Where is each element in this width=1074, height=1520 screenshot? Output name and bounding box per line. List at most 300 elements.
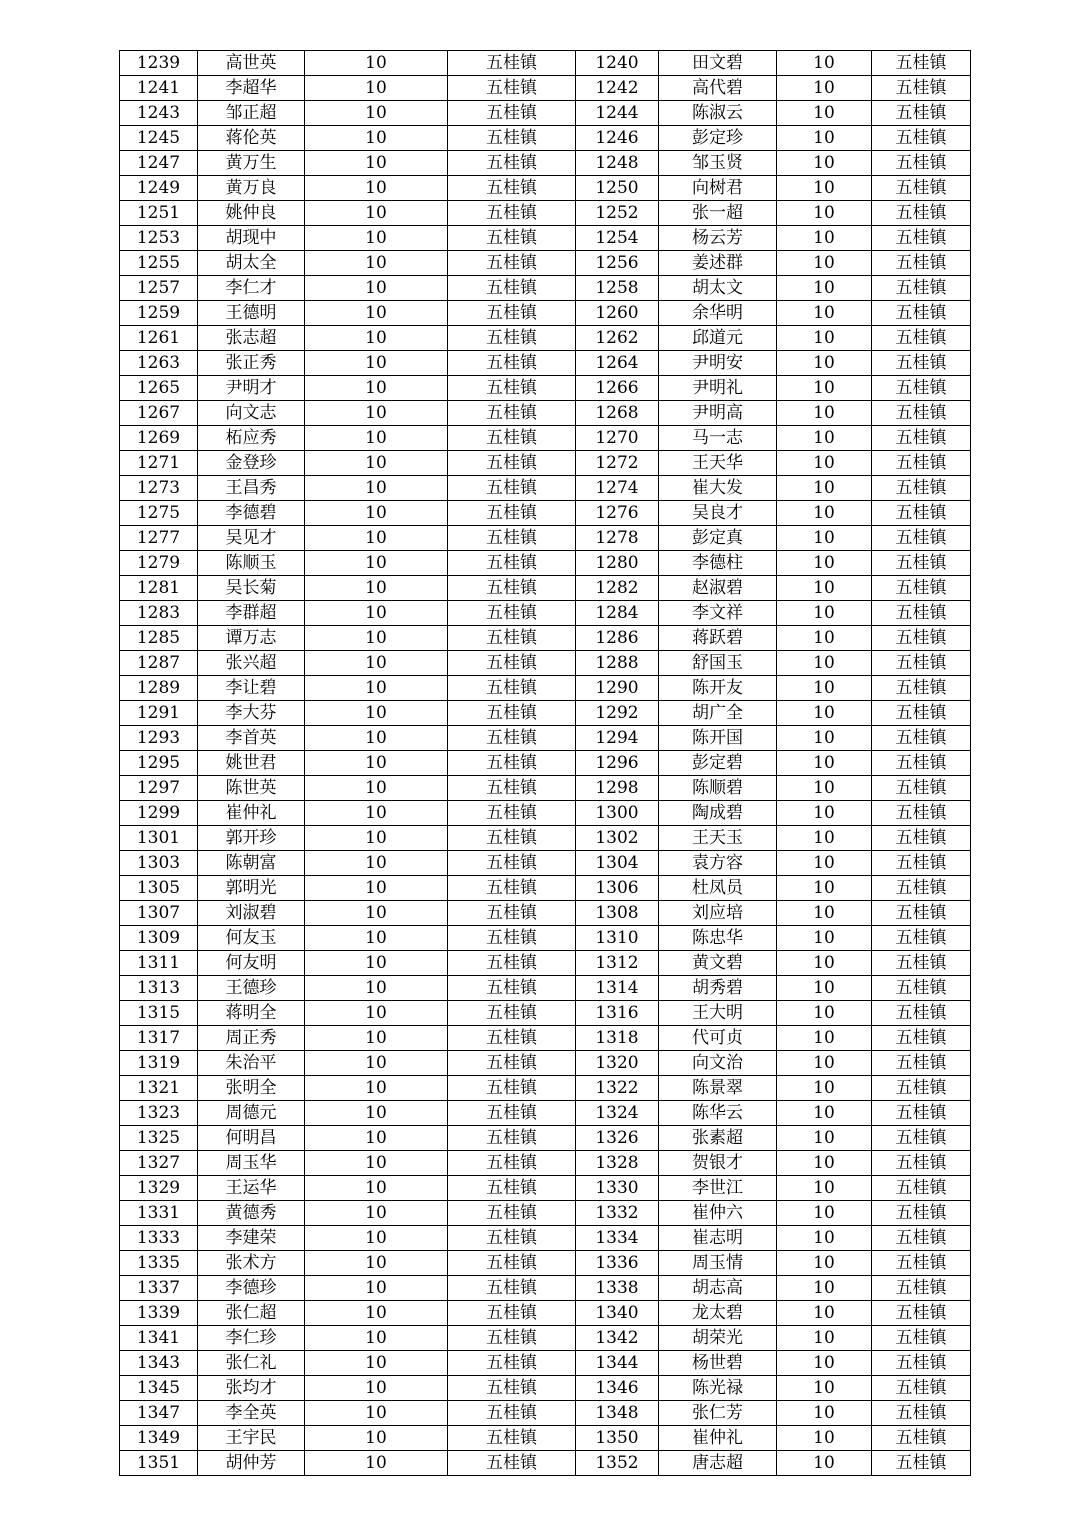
name-cell: 李大芬 xyxy=(198,701,305,726)
amount-cell: 10 xyxy=(305,1276,448,1301)
table-row xyxy=(120,1326,971,1351)
table-body xyxy=(120,51,971,1476)
amount-cell: 10 xyxy=(777,901,872,926)
name-cell: 张明全 xyxy=(198,1076,305,1101)
table-row xyxy=(120,326,971,351)
number-cell: 1280 xyxy=(576,551,659,576)
number-cell: 1343 xyxy=(120,1351,198,1376)
number-cell: 1331 xyxy=(120,1201,198,1226)
table-row xyxy=(120,276,971,301)
number-cell: 1268 xyxy=(576,401,659,426)
name-cell: 崔大发 xyxy=(659,476,777,501)
amount-cell: 10 xyxy=(777,476,872,501)
number-cell: 1279 xyxy=(120,551,198,576)
town-cell: 五桂镇 xyxy=(448,51,576,76)
town-cell: 五桂镇 xyxy=(872,551,971,576)
amount-cell: 10 xyxy=(305,651,448,676)
name-cell: 陈景翠 xyxy=(659,1076,777,1101)
amount-cell: 10 xyxy=(305,826,448,851)
amount-cell: 10 xyxy=(777,76,872,101)
town-cell: 五桂镇 xyxy=(872,151,971,176)
number-cell: 1282 xyxy=(576,576,659,601)
amount-cell: 10 xyxy=(305,1001,448,1026)
name-cell: 陈开国 xyxy=(659,726,777,751)
town-cell: 五桂镇 xyxy=(872,876,971,901)
name-cell: 李仁珍 xyxy=(198,1326,305,1351)
amount-cell: 10 xyxy=(305,451,448,476)
town-cell: 五桂镇 xyxy=(448,1051,576,1076)
number-cell: 1349 xyxy=(120,1426,198,1451)
amount-cell: 10 xyxy=(777,1301,872,1326)
amount-cell: 10 xyxy=(305,101,448,126)
name-cell: 李仁才 xyxy=(198,276,305,301)
name-cell: 彭定真 xyxy=(659,526,777,551)
town-cell: 五桂镇 xyxy=(448,276,576,301)
town-cell: 五桂镇 xyxy=(448,76,576,101)
number-cell: 1249 xyxy=(120,176,198,201)
number-cell: 1255 xyxy=(120,251,198,276)
number-cell: 1337 xyxy=(120,1276,198,1301)
table-row xyxy=(120,526,971,551)
table-row xyxy=(120,1151,971,1176)
name-cell: 杨世碧 xyxy=(659,1351,777,1376)
name-cell: 胡太文 xyxy=(659,276,777,301)
town-cell: 五桂镇 xyxy=(448,526,576,551)
number-cell: 1259 xyxy=(120,301,198,326)
number-cell: 1328 xyxy=(576,1151,659,1176)
number-cell: 1322 xyxy=(576,1076,659,1101)
name-cell: 田文碧 xyxy=(659,51,777,76)
town-cell: 五桂镇 xyxy=(448,1076,576,1101)
amount-cell: 10 xyxy=(777,276,872,301)
name-cell: 黄德秀 xyxy=(198,1201,305,1226)
name-cell: 余华明 xyxy=(659,301,777,326)
number-cell: 1274 xyxy=(576,476,659,501)
amount-cell: 10 xyxy=(777,1001,872,1026)
amount-cell: 10 xyxy=(305,851,448,876)
town-cell: 五桂镇 xyxy=(448,1276,576,1301)
town-cell: 五桂镇 xyxy=(448,326,576,351)
name-cell: 刘应培 xyxy=(659,901,777,926)
number-cell: 1306 xyxy=(576,876,659,901)
town-cell: 五桂镇 xyxy=(448,551,576,576)
town-cell: 五桂镇 xyxy=(448,476,576,501)
number-cell: 1298 xyxy=(576,776,659,801)
town-cell: 五桂镇 xyxy=(872,1151,971,1176)
town-cell: 五桂镇 xyxy=(872,351,971,376)
amount-cell: 10 xyxy=(777,1276,872,1301)
amount-cell: 10 xyxy=(777,301,872,326)
table-row xyxy=(120,176,971,201)
table-row xyxy=(120,576,971,601)
name-cell: 黄万生 xyxy=(198,151,305,176)
town-cell: 五桂镇 xyxy=(872,501,971,526)
table-row xyxy=(120,551,971,576)
number-cell: 1297 xyxy=(120,776,198,801)
amount-cell: 10 xyxy=(777,401,872,426)
name-cell: 尹明安 xyxy=(659,351,777,376)
number-cell: 1283 xyxy=(120,601,198,626)
name-cell: 向树君 xyxy=(659,176,777,201)
number-cell: 1260 xyxy=(576,301,659,326)
name-cell: 陈忠华 xyxy=(659,926,777,951)
name-cell: 吴良才 xyxy=(659,501,777,526)
amount-cell: 10 xyxy=(777,1426,872,1451)
town-cell: 五桂镇 xyxy=(872,901,971,926)
amount-cell: 10 xyxy=(305,801,448,826)
name-cell: 李群超 xyxy=(198,601,305,626)
name-cell: 赵淑碧 xyxy=(659,576,777,601)
name-cell: 高代碧 xyxy=(659,76,777,101)
name-cell: 姚仲良 xyxy=(198,201,305,226)
town-cell: 五桂镇 xyxy=(872,726,971,751)
amount-cell: 10 xyxy=(305,751,448,776)
town-cell: 五桂镇 xyxy=(448,101,576,126)
name-cell: 张素超 xyxy=(659,1126,777,1151)
town-cell: 五桂镇 xyxy=(872,476,971,501)
amount-cell: 10 xyxy=(777,1376,872,1401)
amount-cell: 10 xyxy=(777,526,872,551)
amount-cell: 10 xyxy=(777,776,872,801)
name-cell: 尹明礼 xyxy=(659,376,777,401)
name-cell: 王德明 xyxy=(198,301,305,326)
amount-cell: 10 xyxy=(777,1401,872,1426)
amount-cell: 10 xyxy=(305,351,448,376)
town-cell: 五桂镇 xyxy=(872,251,971,276)
number-cell: 1252 xyxy=(576,201,659,226)
table-row xyxy=(120,76,971,101)
number-cell: 1285 xyxy=(120,626,198,651)
town-cell: 五桂镇 xyxy=(872,576,971,601)
town-cell: 五桂镇 xyxy=(872,1001,971,1026)
town-cell: 五桂镇 xyxy=(448,151,576,176)
name-cell: 代可贞 xyxy=(659,1026,777,1051)
town-cell: 五桂镇 xyxy=(872,1076,971,1101)
amount-cell: 10 xyxy=(305,326,448,351)
town-cell: 五桂镇 xyxy=(448,676,576,701)
town-cell: 五桂镇 xyxy=(872,751,971,776)
amount-cell: 10 xyxy=(305,701,448,726)
name-cell: 蒋伦英 xyxy=(198,126,305,151)
town-cell: 五桂镇 xyxy=(448,1351,576,1376)
table-row xyxy=(120,426,971,451)
amount-cell: 10 xyxy=(305,1076,448,1101)
amount-cell: 10 xyxy=(777,1351,872,1376)
name-cell: 李让碧 xyxy=(198,676,305,701)
name-cell: 刘淑碧 xyxy=(198,901,305,926)
number-cell: 1278 xyxy=(576,526,659,551)
number-cell: 1263 xyxy=(120,351,198,376)
town-cell: 五桂镇 xyxy=(872,651,971,676)
table-row xyxy=(120,1051,971,1076)
town-cell: 五桂镇 xyxy=(448,726,576,751)
town-cell: 五桂镇 xyxy=(872,801,971,826)
town-cell: 五桂镇 xyxy=(448,876,576,901)
table-row xyxy=(120,401,971,426)
name-cell: 彭定珍 xyxy=(659,126,777,151)
name-cell: 张仁芳 xyxy=(659,1401,777,1426)
amount-cell: 10 xyxy=(777,351,872,376)
number-cell: 1333 xyxy=(120,1226,198,1251)
town-cell: 五桂镇 xyxy=(872,426,971,451)
town-cell: 五桂镇 xyxy=(872,76,971,101)
table-row xyxy=(120,301,971,326)
name-cell: 蒋跃碧 xyxy=(659,626,777,651)
number-cell: 1239 xyxy=(120,51,198,76)
number-cell: 1351 xyxy=(120,1451,198,1476)
amount-cell: 10 xyxy=(305,626,448,651)
number-cell: 1345 xyxy=(120,1376,198,1401)
table-row xyxy=(120,651,971,676)
amount-cell: 10 xyxy=(777,601,872,626)
number-cell: 1296 xyxy=(576,751,659,776)
name-cell: 贺银才 xyxy=(659,1151,777,1176)
town-cell: 五桂镇 xyxy=(872,451,971,476)
town-cell: 五桂镇 xyxy=(448,1026,576,1051)
town-cell: 五桂镇 xyxy=(448,1376,576,1401)
town-cell: 五桂镇 xyxy=(448,1426,576,1451)
name-cell: 吴长菊 xyxy=(198,576,305,601)
amount-cell: 10 xyxy=(305,926,448,951)
name-cell: 崔仲礼 xyxy=(659,1426,777,1451)
amount-cell: 10 xyxy=(305,601,448,626)
number-cell: 1310 xyxy=(576,926,659,951)
name-cell: 张正秀 xyxy=(198,351,305,376)
amount-cell: 10 xyxy=(777,176,872,201)
name-cell: 高世英 xyxy=(198,51,305,76)
number-cell: 1339 xyxy=(120,1301,198,1326)
town-cell: 五桂镇 xyxy=(872,1051,971,1076)
number-cell: 1258 xyxy=(576,276,659,301)
town-cell: 五桂镇 xyxy=(872,1101,971,1126)
town-cell: 五桂镇 xyxy=(448,851,576,876)
number-cell: 1341 xyxy=(120,1326,198,1351)
amount-cell: 10 xyxy=(777,1026,872,1051)
name-cell: 王昌秀 xyxy=(198,476,305,501)
name-cell: 何友明 xyxy=(198,951,305,976)
amount-cell: 10 xyxy=(305,51,448,76)
town-cell: 五桂镇 xyxy=(872,201,971,226)
number-cell: 1305 xyxy=(120,876,198,901)
name-cell: 周正秀 xyxy=(198,1026,305,1051)
number-cell: 1348 xyxy=(576,1401,659,1426)
number-cell: 1316 xyxy=(576,1001,659,1026)
town-cell: 五桂镇 xyxy=(448,776,576,801)
town-cell: 五桂镇 xyxy=(872,376,971,401)
amount-cell: 10 xyxy=(777,501,872,526)
number-cell: 1276 xyxy=(576,501,659,526)
amount-cell: 10 xyxy=(305,251,448,276)
name-cell: 崔志明 xyxy=(659,1226,777,1251)
number-cell: 1264 xyxy=(576,351,659,376)
town-cell: 五桂镇 xyxy=(448,351,576,376)
town-cell: 五桂镇 xyxy=(448,226,576,251)
town-cell: 五桂镇 xyxy=(448,1176,576,1201)
name-cell: 陈华云 xyxy=(659,1101,777,1126)
table-row xyxy=(120,926,971,951)
number-cell: 1344 xyxy=(576,1351,659,1376)
town-cell: 五桂镇 xyxy=(872,1401,971,1426)
number-cell: 1350 xyxy=(576,1426,659,1451)
table-row xyxy=(120,1226,971,1251)
number-cell: 1291 xyxy=(120,701,198,726)
name-cell: 唐志超 xyxy=(659,1451,777,1476)
number-cell: 1303 xyxy=(120,851,198,876)
amount-cell: 10 xyxy=(305,426,448,451)
town-cell: 五桂镇 xyxy=(448,926,576,951)
table-row xyxy=(120,126,971,151)
table-row xyxy=(120,951,971,976)
number-cell: 1269 xyxy=(120,426,198,451)
name-cell: 马一志 xyxy=(659,426,777,451)
number-cell: 1253 xyxy=(120,226,198,251)
town-cell: 五桂镇 xyxy=(872,1451,971,1476)
amount-cell: 10 xyxy=(777,326,872,351)
amount-cell: 10 xyxy=(777,1101,872,1126)
table-row xyxy=(120,851,971,876)
table-row xyxy=(120,676,971,701)
amount-cell: 10 xyxy=(777,1151,872,1176)
town-cell: 五桂镇 xyxy=(448,1251,576,1276)
town-cell: 五桂镇 xyxy=(448,751,576,776)
name-cell: 张仁礼 xyxy=(198,1351,305,1376)
name-cell: 向文治 xyxy=(659,1051,777,1076)
name-cell: 黄万良 xyxy=(198,176,305,201)
table-row xyxy=(120,1351,971,1376)
name-cell: 李世江 xyxy=(659,1176,777,1201)
name-cell: 李德碧 xyxy=(198,501,305,526)
number-cell: 1244 xyxy=(576,101,659,126)
number-cell: 1334 xyxy=(576,1226,659,1251)
name-cell: 李德柱 xyxy=(659,551,777,576)
number-cell: 1312 xyxy=(576,951,659,976)
town-cell: 五桂镇 xyxy=(448,826,576,851)
number-cell: 1311 xyxy=(120,951,198,976)
amount-cell: 10 xyxy=(305,301,448,326)
number-cell: 1294 xyxy=(576,726,659,751)
town-cell: 五桂镇 xyxy=(448,1151,576,1176)
amount-cell: 10 xyxy=(305,526,448,551)
town-cell: 五桂镇 xyxy=(872,601,971,626)
amount-cell: 10 xyxy=(305,1301,448,1326)
table-row xyxy=(120,351,971,376)
number-cell: 1313 xyxy=(120,976,198,1001)
name-cell: 尹明才 xyxy=(198,376,305,401)
amount-cell: 10 xyxy=(777,576,872,601)
number-cell: 1324 xyxy=(576,1101,659,1126)
amount-cell: 10 xyxy=(305,1051,448,1076)
town-cell: 五桂镇 xyxy=(872,626,971,651)
number-cell: 1287 xyxy=(120,651,198,676)
name-cell: 胡志高 xyxy=(659,1276,777,1301)
name-cell: 陈朝富 xyxy=(198,851,305,876)
town-cell: 五桂镇 xyxy=(872,1251,971,1276)
name-cell: 谭万志 xyxy=(198,626,305,651)
amount-cell: 10 xyxy=(305,551,448,576)
name-cell: 胡秀碧 xyxy=(659,976,777,1001)
amount-cell: 10 xyxy=(305,876,448,901)
table-row xyxy=(120,1276,971,1301)
number-cell: 1325 xyxy=(120,1126,198,1151)
name-cell: 张均才 xyxy=(198,1376,305,1401)
number-cell: 1317 xyxy=(120,1026,198,1051)
number-cell: 1300 xyxy=(576,801,659,826)
town-cell: 五桂镇 xyxy=(872,526,971,551)
amount-cell: 10 xyxy=(305,1026,448,1051)
name-cell: 杜凤员 xyxy=(659,876,777,901)
amount-cell: 10 xyxy=(777,1226,872,1251)
number-cell: 1261 xyxy=(120,326,198,351)
number-cell: 1314 xyxy=(576,976,659,1001)
table-row xyxy=(120,751,971,776)
amount-cell: 10 xyxy=(777,701,872,726)
town-cell: 五桂镇 xyxy=(448,1101,576,1126)
amount-cell: 10 xyxy=(777,226,872,251)
number-cell: 1240 xyxy=(576,51,659,76)
table-row xyxy=(120,726,971,751)
table-row xyxy=(120,1076,971,1101)
amount-cell: 10 xyxy=(305,676,448,701)
table-row xyxy=(120,801,971,826)
amount-cell: 10 xyxy=(777,751,872,776)
table-row xyxy=(120,601,971,626)
name-cell: 李文祥 xyxy=(659,601,777,626)
town-cell: 五桂镇 xyxy=(448,1001,576,1026)
amount-cell: 10 xyxy=(777,1326,872,1351)
number-cell: 1289 xyxy=(120,676,198,701)
town-cell: 五桂镇 xyxy=(448,976,576,1001)
number-cell: 1318 xyxy=(576,1026,659,1051)
number-cell: 1302 xyxy=(576,826,659,851)
town-cell: 五桂镇 xyxy=(872,176,971,201)
amount-cell: 10 xyxy=(305,1326,448,1351)
name-cell: 李德珍 xyxy=(198,1276,305,1301)
number-cell: 1301 xyxy=(120,826,198,851)
amount-cell: 10 xyxy=(777,651,872,676)
town-cell: 五桂镇 xyxy=(872,976,971,1001)
amount-cell: 10 xyxy=(305,276,448,301)
name-cell: 蒋明全 xyxy=(198,1001,305,1026)
amount-cell: 10 xyxy=(777,1251,872,1276)
town-cell: 五桂镇 xyxy=(448,1226,576,1251)
amount-cell: 10 xyxy=(777,451,872,476)
number-cell: 1254 xyxy=(576,226,659,251)
amount-cell: 10 xyxy=(305,226,448,251)
table-row xyxy=(120,1251,971,1276)
town-cell: 五桂镇 xyxy=(872,1326,971,1351)
town-cell: 五桂镇 xyxy=(872,701,971,726)
town-cell: 五桂镇 xyxy=(448,126,576,151)
table-row xyxy=(120,101,971,126)
table-row xyxy=(120,976,971,1001)
town-cell: 五桂镇 xyxy=(448,1326,576,1351)
name-cell: 陈光禄 xyxy=(659,1376,777,1401)
town-cell: 五桂镇 xyxy=(448,801,576,826)
table-row xyxy=(120,1401,971,1426)
amount-cell: 10 xyxy=(777,976,872,1001)
name-cell: 李全英 xyxy=(198,1401,305,1426)
number-cell: 1273 xyxy=(120,476,198,501)
number-cell: 1330 xyxy=(576,1176,659,1201)
table-row xyxy=(120,1101,971,1126)
amount-cell: 10 xyxy=(777,826,872,851)
number-cell: 1323 xyxy=(120,1101,198,1126)
town-cell: 五桂镇 xyxy=(448,1201,576,1226)
town-cell: 五桂镇 xyxy=(872,301,971,326)
town-cell: 五桂镇 xyxy=(872,851,971,876)
number-cell: 1281 xyxy=(120,576,198,601)
number-cell: 1248 xyxy=(576,151,659,176)
